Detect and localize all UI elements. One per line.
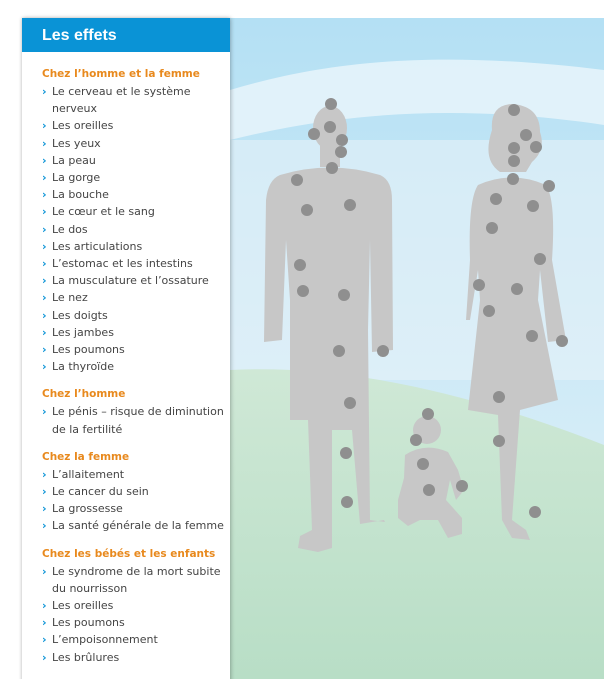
marker[interactable]: [333, 345, 345, 357]
effect-link-label: La grossesse: [52, 502, 123, 516]
effect-link-label: La thyroïde: [52, 360, 114, 374]
effect-link-label: Les brûlures: [52, 650, 120, 664]
chevron-right-icon: ›: [42, 650, 47, 664]
marker[interactable]: [377, 345, 389, 357]
effect-link-label: Le cœur et le sang: [52, 205, 155, 219]
chevron-right-icon: ›: [42, 222, 47, 236]
marker[interactable]: [291, 174, 303, 186]
marker[interactable]: [294, 259, 306, 271]
marker[interactable]: [543, 180, 555, 192]
chevron-right-icon: ›: [42, 616, 47, 630]
chevron-right-icon: ›: [42, 274, 47, 288]
effect-link-label: La musculature et l’ossature: [52, 274, 209, 288]
chevron-right-icon: ›: [42, 85, 47, 98]
chevron-right-icon: ›: [42, 136, 47, 150]
effect-link-label: Les jambes: [52, 325, 114, 339]
chevron-right-icon: ›: [42, 257, 47, 271]
chevron-right-icon: ›: [42, 171, 47, 185]
section-heading: Chez l’homme et la femme: [42, 68, 200, 80]
effect-link[interactable]: [42, 631, 230, 648]
effect-link[interactable]: [42, 203, 230, 220]
effect-link-label: Le cerveau et le système nerveux: [52, 85, 191, 116]
marker[interactable]: [338, 289, 350, 301]
marker[interactable]: [520, 129, 532, 141]
effect-link-label: Le dos: [52, 222, 88, 236]
effect-link[interactable]: [42, 483, 230, 500]
effect-link-label: Le nez: [52, 291, 88, 305]
effect-link-label: L’allaitement: [52, 467, 125, 481]
effect-link-label: Le syndrome de la mort subite du nourrisson: [52, 564, 221, 595]
marker[interactable]: [335, 146, 347, 158]
effect-link[interactable]: [42, 500, 230, 517]
section-heading: Chez l’homme: [42, 388, 126, 401]
effect-link-label: La bouche: [52, 188, 109, 202]
chevron-right-icon: ›: [42, 502, 47, 516]
chevron-right-icon: ›: [42, 205, 47, 219]
chevron-right-icon: ›: [42, 325, 47, 339]
effect-link[interactable]: [42, 169, 230, 186]
effect-link[interactable]: [42, 649, 230, 666]
chevron-right-icon: ›: [42, 239, 47, 253]
marker[interactable]: [508, 142, 520, 154]
marker[interactable]: [422, 408, 434, 420]
effect-link[interactable]: [42, 186, 230, 203]
panel-body: [22, 52, 230, 666]
marker[interactable]: [530, 141, 542, 153]
marker[interactable]: [529, 506, 541, 518]
effect-link[interactable]: [42, 221, 230, 238]
effect-link-label: Le cancer du sein: [52, 485, 149, 499]
section-gap: [42, 438, 230, 449]
marker[interactable]: [297, 285, 309, 297]
section-heading: Chez les bébés et les enfants: [42, 547, 216, 560]
marker[interactable]: [344, 397, 356, 409]
effect-link[interactable]: [42, 117, 230, 134]
effects-panel: [22, 18, 230, 679]
marker[interactable]: [511, 283, 523, 295]
marker[interactable]: [493, 435, 505, 447]
effect-link[interactable]: [42, 83, 230, 117]
effect-link[interactable]: [42, 135, 230, 152]
effect-link[interactable]: [42, 466, 230, 483]
chevron-right-icon: ›: [42, 633, 47, 647]
effect-link[interactable]: [42, 517, 230, 534]
marker[interactable]: [534, 253, 546, 265]
chevron-right-icon: ›: [42, 485, 47, 499]
effect-link[interactable]: [42, 255, 230, 272]
section-gap: [42, 535, 230, 546]
marker[interactable]: [508, 104, 520, 116]
effect-link-label: Les articulations: [52, 239, 143, 253]
marker[interactable]: [344, 199, 356, 211]
marker[interactable]: [456, 480, 468, 492]
effect-link-label: Le pénis – risque de diminution de la fertilité: [52, 405, 224, 436]
section-gap: [42, 375, 230, 386]
marker[interactable]: [410, 434, 422, 446]
effect-link[interactable]: [42, 597, 230, 614]
marker[interactable]: [483, 305, 495, 317]
marker[interactable]: [508, 155, 520, 167]
chevron-right-icon: ›: [42, 467, 47, 481]
marker[interactable]: [473, 279, 485, 291]
chevron-right-icon: ›: [42, 405, 47, 419]
effect-link[interactable]: [42, 238, 230, 255]
effect-link[interactable]: [42, 324, 230, 341]
panel-title: Les effets: [22, 18, 230, 52]
chevron-right-icon: ›: [42, 360, 47, 374]
chevron-right-icon: ›: [42, 153, 47, 167]
effect-link-label: Les doigts: [52, 308, 108, 322]
effect-link[interactable]: [42, 272, 230, 289]
chevron-right-icon: ›: [42, 291, 47, 305]
effect-link[interactable]: [42, 307, 230, 324]
marker[interactable]: [301, 204, 313, 216]
marker[interactable]: [556, 335, 568, 347]
marker[interactable]: [486, 222, 498, 234]
effect-link-label: Les oreilles: [52, 119, 114, 133]
effect-link-label: Les poumons: [52, 343, 125, 357]
marker[interactable]: [423, 484, 435, 496]
effect-link-label: Les yeux: [52, 136, 101, 150]
effect-link-label: L’empoisonnement: [52, 633, 158, 647]
chevron-right-icon: ›: [42, 564, 47, 578]
marker[interactable]: [507, 173, 519, 185]
effect-link[interactable]: [42, 358, 230, 375]
effect-link-label: L’estomac et les intestins: [52, 257, 193, 271]
effect-link-label: La gorge: [52, 171, 101, 185]
marker[interactable]: [340, 447, 352, 459]
effect-link[interactable]: [42, 403, 230, 437]
effect-link[interactable]: [42, 563, 230, 597]
chevron-right-icon: ›: [42, 519, 47, 533]
marker[interactable]: [417, 458, 429, 470]
effect-link[interactable]: [42, 289, 230, 306]
marker[interactable]: [341, 496, 353, 508]
effect-link-label: Les oreilles: [52, 599, 114, 613]
chevron-right-icon: ›: [42, 599, 47, 613]
marker[interactable]: [490, 193, 502, 205]
effect-link[interactable]: [42, 614, 230, 631]
effect-link[interactable]: [42, 341, 230, 358]
marker[interactable]: [527, 200, 539, 212]
marker[interactable]: [493, 391, 505, 403]
effect-link[interactable]: [42, 152, 230, 169]
chevron-right-icon: ›: [42, 188, 47, 202]
chevron-right-icon: ›: [42, 343, 47, 357]
marker[interactable]: [336, 134, 348, 146]
marker[interactable]: [324, 121, 336, 133]
marker[interactable]: [326, 162, 338, 174]
chevron-right-icon: ›: [42, 308, 47, 322]
section-heading: Chez la femme: [42, 450, 130, 463]
effect-link-label: Les poumons: [52, 616, 125, 630]
effect-link-label: La santé générale de la femme: [52, 519, 224, 533]
chevron-right-icon: ›: [42, 119, 47, 133]
marker[interactable]: [526, 330, 538, 342]
marker[interactable]: [308, 128, 320, 140]
effect-link-label: La peau: [52, 153, 96, 167]
marker[interactable]: [325, 98, 337, 110]
